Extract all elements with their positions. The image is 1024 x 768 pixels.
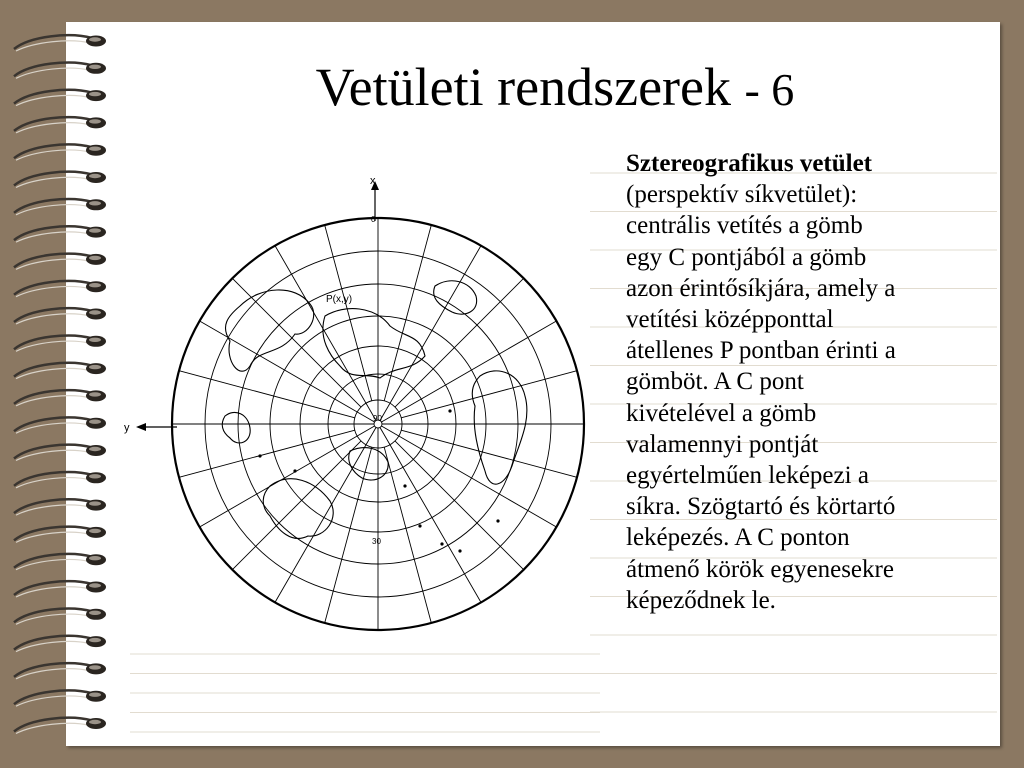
meridian-line [275,246,376,421]
spiral-hole-highlight [89,310,101,314]
spiral-hole-highlight [89,665,101,669]
description-line: átellenes P pontban érinti a [626,337,896,365]
continent-outline [225,290,313,371]
stereographic-map-figure [120,166,600,646]
continent-outline [263,479,333,539]
description-line: vetítési középponttal [626,306,834,334]
island-dot [258,454,261,457]
island-dot [458,549,461,552]
description-line: egyértelműen leképezi a [626,462,869,490]
island-dot [440,542,443,545]
spiral-hole-highlight [89,119,101,123]
spiral-hole-highlight [89,583,101,587]
description-heading: Sztereografikus vetület [626,150,873,177]
island-dot [448,409,451,412]
spiral-hole-highlight [89,556,101,560]
description-line: átmenő körök egyenesekre [626,555,894,583]
continent-outline [323,309,425,378]
meridian-line [381,426,556,527]
title-text: Vetületi rendszerek [315,57,731,117]
meridian-line [380,427,481,602]
spiral-hole-highlight [89,228,101,232]
spiral-hole-highlight [89,392,101,396]
meridian-line [395,278,524,407]
lower-tick-label: 30 [372,537,381,546]
y-axis-label: y [124,422,130,434]
y-axis-arrow-icon [136,423,146,431]
spiral-hole-highlight [89,201,101,205]
meridian-line [200,321,375,422]
spiral-hole-highlight [89,501,101,505]
meridian-line [380,246,481,421]
description-line: képeződnek le. [626,586,776,614]
description-text [626,148,988,616]
island-dot [403,484,406,487]
spiral-hole-highlight [89,529,101,533]
description-line: leképezés. A C ponton [626,524,850,552]
spiral-hole-highlight [89,447,101,451]
meridian-line [275,427,376,602]
point-label: P(x,y) [326,294,353,305]
description-line: kivételével a gömb [626,399,817,427]
description-line: egy C pontjából a gömb [626,243,867,271]
description-line: gömböt. A C pont [626,368,804,396]
meridian-line [200,426,375,527]
spiral-hole-highlight [89,638,101,642]
island-dot [293,469,296,472]
spiral-hole-highlight [89,693,101,697]
x-axis-label: x [370,175,376,187]
description-line: centrális vetítés a gömb [626,212,863,240]
slide-title [0,57,1024,117]
continent-outline [434,281,477,314]
description-line: (perspektív síkvetület): [626,181,858,209]
spiral-hole-highlight [89,420,101,424]
spiral-hole-highlight [89,338,101,342]
island-dot [418,524,421,527]
top-tick-label: 0 [371,215,376,224]
continent-outline [222,412,250,443]
spiral-hole-highlight [89,174,101,178]
spiral-hole-highlight [89,283,101,287]
title-number: - 6 [744,64,795,115]
spiral-hole-highlight [89,720,101,724]
spiral-hole-highlight [89,365,101,369]
description-line: síkra. Szögtartó és körtartó [626,493,896,521]
spiral-binding [0,0,120,768]
spiral-hole-highlight [89,147,101,151]
meridian-line [232,441,361,570]
spiral-hole-highlight [89,611,101,615]
spiral-hole-highlight [89,474,101,478]
spiral-hole-highlight [89,256,101,260]
island-dot [496,519,499,522]
spiral-hole-highlight [89,37,101,41]
description-line: azon érintősíkjára, amely a [626,274,896,302]
projection-grid [172,218,584,630]
continent-outline [472,371,527,484]
description-line: valamennyi pontját [626,430,819,458]
center-label: 90 [373,414,382,423]
